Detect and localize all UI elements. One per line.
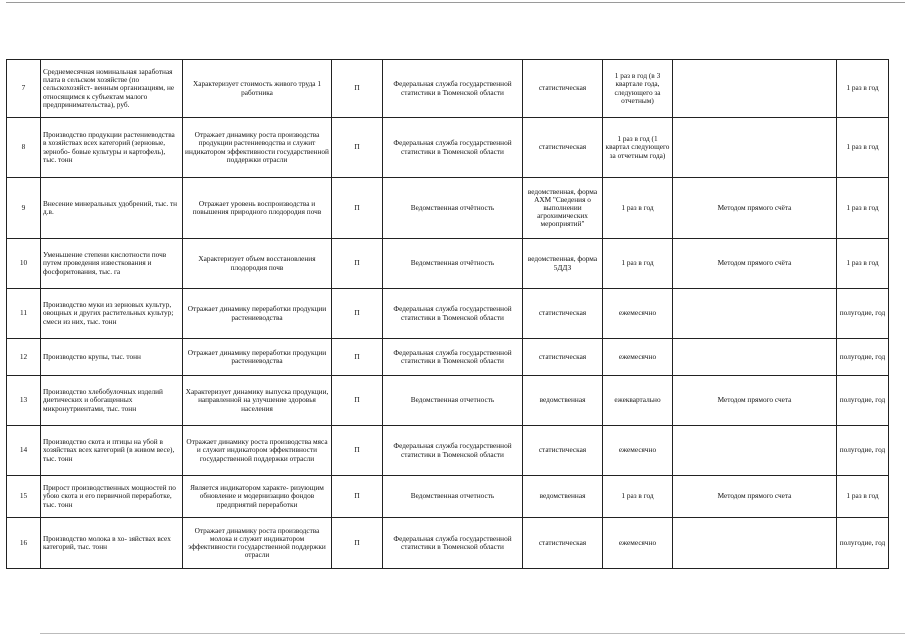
calculation-method: Методом прямого счета bbox=[673, 376, 837, 426]
row-number: 15 bbox=[7, 476, 41, 518]
row-number: 9 bbox=[7, 178, 41, 239]
indicator-description: Отражает динамику переработки продукции растениеводства bbox=[183, 339, 332, 376]
table-row bbox=[7, 376, 889, 426]
table-row bbox=[7, 239, 889, 289]
indicator-description: Характеризует стоимость живого труда 1 работника bbox=[183, 60, 332, 118]
reporting-period: 1 раз в год bbox=[837, 178, 889, 239]
indicator-type: П bbox=[332, 60, 383, 118]
indicator-description: Отражает динамику роста производства мяса и служит индикатором эффективности государственной поддержки отрасли bbox=[183, 426, 332, 476]
indicator-description: Характеризует объем восстановления плодородия почв bbox=[183, 239, 332, 289]
table-row bbox=[7, 476, 889, 518]
indicators-table bbox=[6, 59, 889, 569]
indicator-name: Производство продукции растениеводства в хозяйствах всех категорий (зерновые, зернобо- бовые культуры и картофель), тыс. тонн bbox=[41, 118, 183, 178]
data-source: Федеральная служба государственной статистики в Тюменской области bbox=[383, 426, 523, 476]
indicator-name: Уменьшение степени кислотности почв путем проведения известкования и фосфоритования, тыс. га bbox=[41, 239, 183, 289]
indicator-description: Отражает динамику переработки продукции растениеводства bbox=[183, 289, 332, 339]
table-row bbox=[7, 118, 889, 178]
reporting-frequency: ежемесячно bbox=[603, 339, 673, 376]
indicator-description: Характеризует динамику выпуска продукции, направленной на улучшение здоровья населения bbox=[183, 376, 332, 426]
reporting-period: полугодие, год bbox=[837, 518, 889, 569]
data-source: Ведомственная отчетность bbox=[383, 376, 523, 426]
reporting-form: ведомственная bbox=[523, 376, 603, 426]
indicator-name: Производство молока в хо- зяйствах всех категорий, тыс. тонн bbox=[41, 518, 183, 569]
indicator-name: Внесение минеральных удобрений, тыс. тн д.в. bbox=[41, 178, 183, 239]
row-number: 12 bbox=[7, 339, 41, 376]
calculation-method: Методом прямого счёта bbox=[673, 239, 837, 289]
reporting-period: 1 раз в год bbox=[837, 476, 889, 518]
row-number: 10 bbox=[7, 239, 41, 289]
data-source: Ведомственная отчетность bbox=[383, 476, 523, 518]
table-row bbox=[7, 426, 889, 476]
calculation-method: Методом прямого счета bbox=[673, 476, 837, 518]
indicator-name: Среднемесячная номинальная заработная плата в сельском хозяйстве (по сельскохозяйст- венным организациям, не относящимся к субъектам малого предпринимательства), руб. bbox=[41, 60, 183, 118]
table-row bbox=[7, 178, 889, 239]
reporting-frequency: 1 раз в год (в 3 квартале года, следующего за отчетным) bbox=[603, 60, 673, 118]
reporting-frequency: ежемесячно bbox=[603, 289, 673, 339]
reporting-frequency: ежемесячно bbox=[603, 426, 673, 476]
reporting-period: полугодие, год bbox=[837, 376, 889, 426]
reporting-frequency: ежемесячно bbox=[603, 518, 673, 569]
reporting-period: 1 раз в год bbox=[837, 60, 889, 118]
indicator-type: П bbox=[332, 289, 383, 339]
reporting-form: ведомственная bbox=[523, 476, 603, 518]
indicator-description: Отражает динамику роста производства продукции растениеводства и служит индикатором эффективности государственной поддержки отрасли bbox=[183, 118, 332, 178]
row-number: 7 bbox=[7, 60, 41, 118]
data-source: Федеральная служба государственной статистики в Тюменской области bbox=[383, 339, 523, 376]
data-source: Федеральная служба государственной статистики в Тюменской области bbox=[383, 118, 523, 178]
reporting-period: полугодие, год bbox=[837, 289, 889, 339]
reporting-form: ведомственная, форма АХМ "Сведения о выполнении агрохимических мероприятий" bbox=[523, 178, 603, 239]
row-number: 11 bbox=[7, 289, 41, 339]
reporting-form: статистическая bbox=[523, 518, 603, 569]
indicators-table-body bbox=[7, 60, 889, 569]
reporting-form: статистическая bbox=[523, 339, 603, 376]
reporting-frequency: 1 раз в год bbox=[603, 476, 673, 518]
reporting-form: статистическая bbox=[523, 289, 603, 339]
data-source: Федеральная служба государственной статистики в Тюменской области bbox=[383, 60, 523, 118]
table-row bbox=[7, 518, 889, 569]
reporting-frequency: 1 раз в год (1 квартал следующего за отчетным года) bbox=[603, 118, 673, 178]
reporting-frequency: 1 раз в год bbox=[603, 178, 673, 239]
reporting-form: статистическая bbox=[523, 60, 603, 118]
table-row bbox=[7, 289, 889, 339]
top-rule bbox=[6, 2, 905, 3]
row-number: 13 bbox=[7, 376, 41, 426]
indicator-type: П bbox=[332, 518, 383, 569]
table-row bbox=[7, 60, 889, 118]
calculation-method: Методом прямого счёта bbox=[673, 178, 837, 239]
table-row bbox=[7, 339, 889, 376]
indicator-description: Является индикатором характе- ризующим обновление и модернизацию фондов предприятий переработки bbox=[183, 476, 332, 518]
row-number: 16 bbox=[7, 518, 41, 569]
row-number: 8 bbox=[7, 118, 41, 178]
indicator-type: П bbox=[332, 178, 383, 239]
indicator-description: Отражает уровень воспроизводства и повышения природного плодородия почв bbox=[183, 178, 332, 239]
bottom-rule bbox=[40, 633, 905, 634]
indicator-description: Отражает динамику роста производства молока и служит индикатором эффективности государственной поддержки отрасли bbox=[183, 518, 332, 569]
indicator-type: П bbox=[332, 339, 383, 376]
data-source: Ведомственная отчётность bbox=[383, 239, 523, 289]
reporting-form: статистическая bbox=[523, 426, 603, 476]
indicator-type: П bbox=[332, 118, 383, 178]
indicator-name: Производство крупы, тыс. тонн bbox=[41, 339, 183, 376]
data-source: Ведомственная отчётность bbox=[383, 178, 523, 239]
reporting-period: 1 раз в год bbox=[837, 118, 889, 178]
indicator-type: П bbox=[332, 426, 383, 476]
indicator-name: Прирост производственных мощностей по убою скота и его первичной переработке, тыс. тонн bbox=[41, 476, 183, 518]
reporting-period: полугодие, год bbox=[837, 426, 889, 476]
data-source: Федеральная служба государственной статистики в Тюменской области bbox=[383, 518, 523, 569]
reporting-form: статистическая bbox=[523, 118, 603, 178]
calculation-method bbox=[673, 339, 837, 376]
indicator-name: Производство скота и птицы на убой в хозяйствах всех категорий (в живом весе), тыс. тонн bbox=[41, 426, 183, 476]
calculation-method bbox=[673, 60, 837, 118]
indicator-type: П bbox=[332, 376, 383, 426]
indicator-name: Производство хлебобулочных изделий диетических и обогащенных микронутриентами, тыс. тонн bbox=[41, 376, 183, 426]
reporting-frequency: 1 раз в год bbox=[603, 239, 673, 289]
calculation-method bbox=[673, 289, 837, 339]
calculation-method bbox=[673, 518, 837, 569]
row-number: 14 bbox=[7, 426, 41, 476]
calculation-method bbox=[673, 118, 837, 178]
calculation-method bbox=[673, 426, 837, 476]
indicator-name: Производство муки из зерновых культур, овощных и других растительных культур; смеси из них, тыс. тонн bbox=[41, 289, 183, 339]
reporting-form: ведомственная, форма 5ДДЗ bbox=[523, 239, 603, 289]
indicator-type: П bbox=[332, 239, 383, 289]
reporting-period: полугодие, год bbox=[837, 339, 889, 376]
indicator-type: П bbox=[332, 476, 383, 518]
reporting-frequency: ежеквартально bbox=[603, 376, 673, 426]
reporting-period: 1 раз в год bbox=[837, 239, 889, 289]
data-source: Федеральная служба государственной статистики в Тюменской области bbox=[383, 289, 523, 339]
